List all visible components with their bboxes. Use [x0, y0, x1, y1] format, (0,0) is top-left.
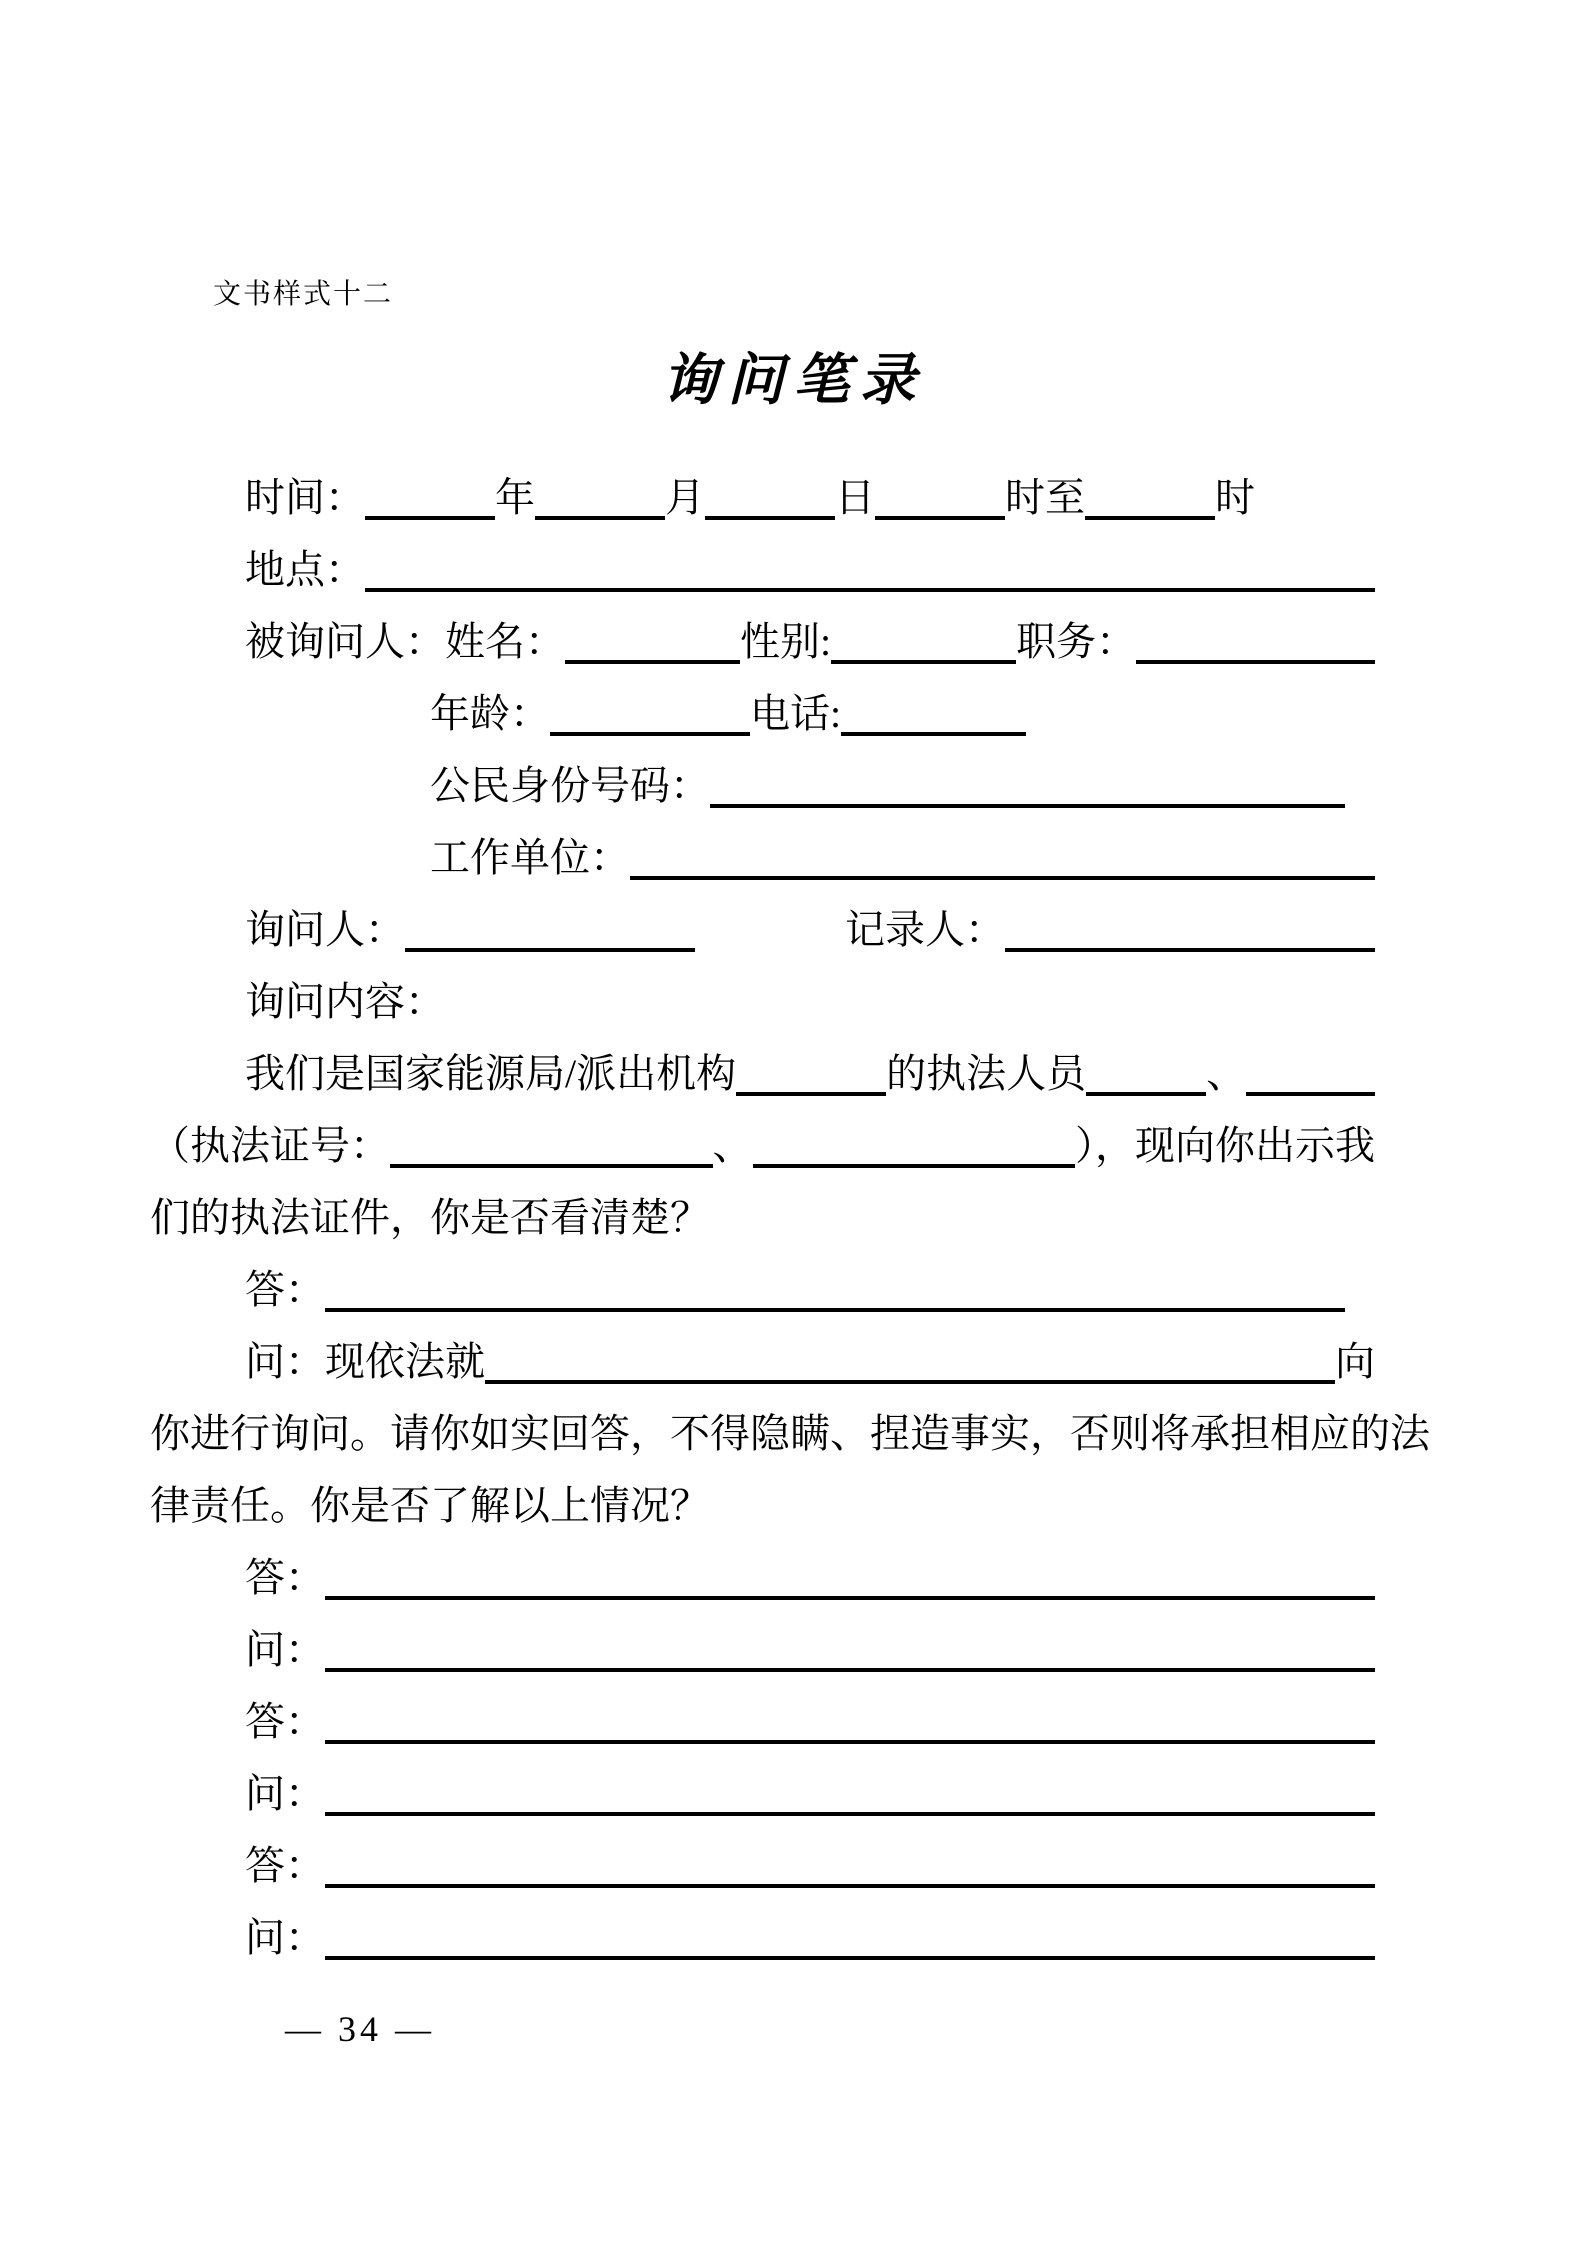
id-number-blank — [710, 792, 1345, 808]
time-day-blank — [705, 504, 835, 520]
matter-blank — [485, 1368, 1335, 1384]
location-blank — [365, 576, 1375, 592]
doc-style-label: 文书样式十二 — [213, 279, 394, 310]
enumeration-comma: 、 — [712, 1123, 753, 1168]
qa-row — [150, 1614, 1375, 1686]
time-line — [150, 462, 1375, 534]
id-number-label: 公民身份号码： — [430, 763, 710, 808]
name-label: 姓名： — [445, 619, 565, 664]
month-label: 月 — [665, 475, 705, 520]
enumeration-comma: 、 — [1206, 1051, 1247, 1096]
time-label: 时间： — [245, 475, 365, 520]
qa-label: 问： — [245, 1771, 325, 1816]
age-label: 年龄： — [430, 691, 550, 736]
age-blank — [550, 720, 750, 736]
day-label: 日 — [835, 475, 875, 520]
warning-line-1 — [150, 1398, 1430, 1470]
warning-text-2: 律责任。你是否了解以上情况？ — [150, 1483, 710, 1528]
phone-blank — [841, 720, 1026, 736]
work-unit-blank — [630, 864, 1375, 880]
officer-1-blank — [1086, 1080, 1206, 1096]
qa-row — [150, 1686, 1375, 1758]
qa-label: 问： — [245, 1627, 325, 1672]
inquirer-blank — [405, 936, 695, 952]
phone-label: 电话: — [750, 691, 842, 736]
time-hour-start-blank — [875, 504, 1005, 520]
recorder-label: 记录人： — [845, 907, 1005, 952]
license-2-blank — [753, 1152, 1076, 1168]
license-text-1: （执法证号： — [150, 1123, 390, 1168]
license-wrap-line — [150, 1182, 1375, 1254]
qa-row — [150, 1830, 1375, 1902]
time-hour-end-blank — [1085, 504, 1215, 520]
time-month-blank — [535, 504, 665, 520]
license-wrap-text: 们的执法证件，你是否看清楚？ — [150, 1195, 710, 1240]
qa-row — [150, 1542, 1375, 1614]
qa-blank — [325, 1656, 1375, 1672]
qa-blank — [325, 1944, 1375, 1960]
question-text-2: 向 — [1335, 1339, 1375, 1384]
agency-blank — [736, 1080, 886, 1096]
gender-blank — [831, 648, 1016, 664]
content-label: 询问内容： — [245, 979, 445, 1024]
license-text-2: ），现向你出示我 — [1075, 1123, 1375, 1168]
officer-2-blank — [1246, 1080, 1375, 1096]
warning-text-1: 你进行询问。请你如实回答，不得隐瞒、捏造事实，否则将承担相应的法 — [150, 1411, 1430, 1456]
work-unit-label: 工作单位： — [430, 835, 630, 880]
time-year-blank — [365, 504, 495, 520]
license-line — [150, 1110, 1375, 1182]
warning-line-2 — [150, 1470, 1375, 1542]
page-number: — 34 — — [285, 2009, 435, 2049]
qa-label: 问： — [245, 1915, 325, 1960]
qa-blank — [325, 1728, 1375, 1744]
qa-label: 答： — [245, 1555, 325, 1600]
first-answer-line — [150, 1254, 1375, 1326]
lawful-question-line — [150, 1326, 1375, 1398]
qa-row — [150, 1758, 1375, 1830]
location-label: 地点： — [245, 547, 365, 592]
intro-text-1: 我们是国家能源局/派出机构 — [245, 1051, 737, 1096]
year-label: 年 — [495, 475, 535, 520]
inquirer-label: 询问人： — [245, 907, 405, 952]
location-line — [150, 534, 1375, 606]
id-number-line — [150, 750, 1375, 822]
qa-blank — [325, 1800, 1375, 1816]
intro-text-2: 的执法人员 — [886, 1051, 1087, 1096]
age-phone-line — [150, 678, 1375, 750]
qa-label: 答： — [245, 1843, 325, 1888]
qa-row — [150, 1902, 1375, 1974]
recorder-blank — [1005, 936, 1375, 952]
position-label: 职务： — [1016, 619, 1137, 664]
position-blank — [1136, 648, 1375, 664]
interviewee-label: 被询问人： — [245, 619, 445, 664]
inquirer-recorder-line — [150, 894, 1375, 966]
interviewee-line — [150, 606, 1375, 678]
answer-label: 答： — [245, 1267, 325, 1312]
document-title: 询问笔录 — [661, 350, 926, 412]
qa-blank — [325, 1584, 1375, 1600]
name-blank — [565, 648, 740, 664]
qa-blank — [325, 1872, 1375, 1888]
question-text-1: 问：现依法就 — [245, 1339, 485, 1384]
hour-to-label: 时至 — [1005, 475, 1085, 520]
intro-line — [150, 1038, 1375, 1110]
gender-label: 性别: — [740, 619, 832, 664]
license-1-blank — [390, 1152, 713, 1168]
hour-label: 时 — [1215, 475, 1255, 520]
form-body — [150, 462, 1430, 1974]
qa-label: 答： — [245, 1699, 325, 1744]
answer-blank — [325, 1296, 1345, 1312]
content-heading-line — [150, 966, 1375, 1038]
work-unit-line — [150, 822, 1375, 894]
